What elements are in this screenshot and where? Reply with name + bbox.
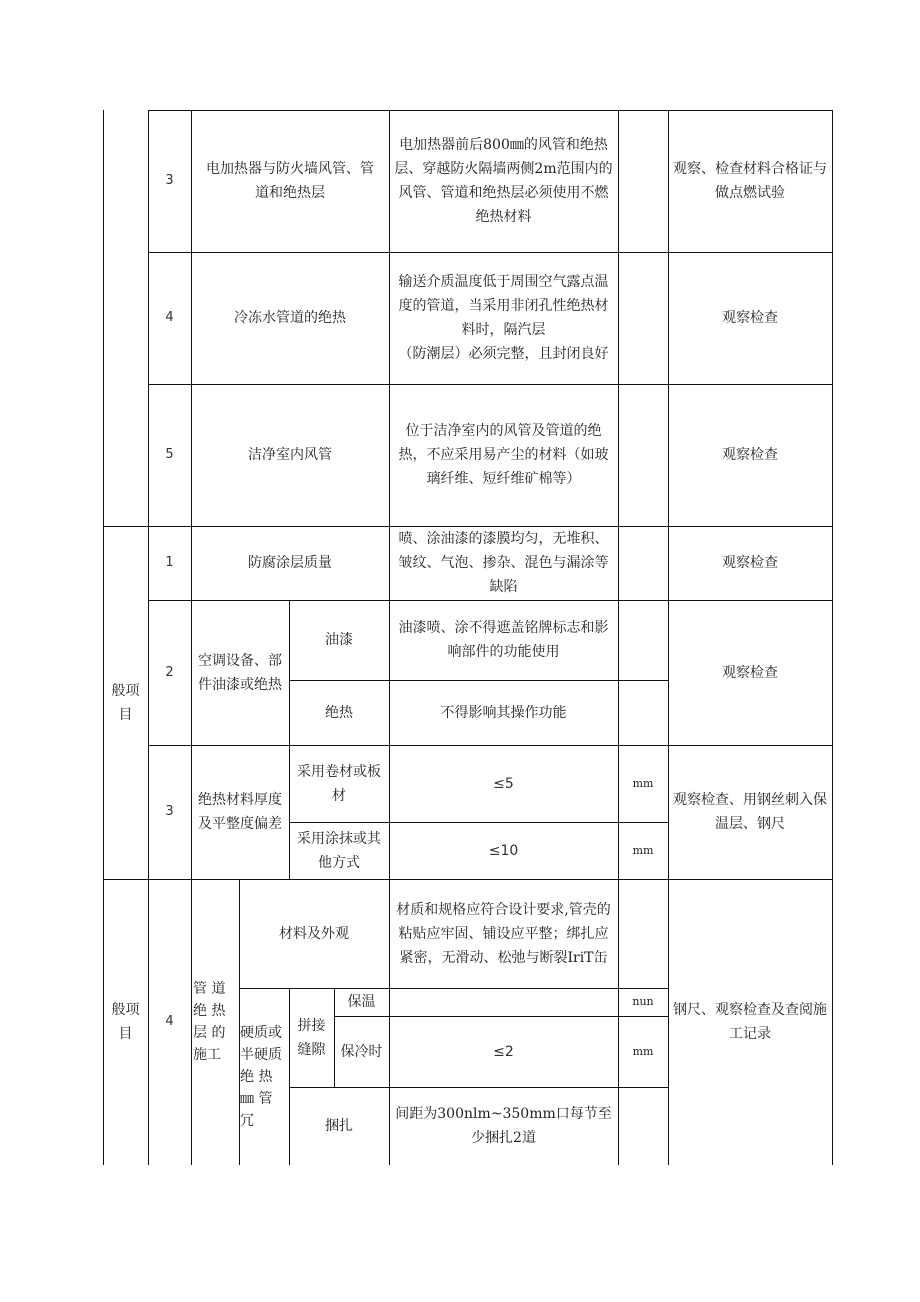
sub-item: 拼接 缝隙 (297, 1017, 326, 1058)
inspection-method: 观察检查 (722, 555, 778, 571)
requirement-text: 间距为300nlm~350mm口每节至少捆扎2道 (395, 1106, 612, 1146)
table-line (832, 110, 833, 1165)
row-number: 1 (165, 555, 174, 570)
unit-label: mm (632, 1044, 654, 1058)
sub-item: 采用卷材或板材 (297, 763, 381, 804)
unit-label: mm (632, 776, 654, 790)
tolerance-value: ≤2 (493, 1043, 514, 1060)
row-number: 3 (165, 173, 174, 188)
unit-label: mm (632, 843, 654, 857)
category-label: 般项 目 (111, 682, 140, 723)
inspection-method: 观察检查 (722, 664, 778, 681)
row-number: 4 (165, 310, 174, 325)
row-number: 4 (165, 1014, 174, 1029)
row-number: 3 (165, 804, 174, 819)
inspection-method: 观察检查 (722, 447, 778, 463)
item-name: 绝热材料厚度及平整度偏差 (198, 792, 282, 832)
inspection-method: 钢尺、观察检查及查阅施工记录 (673, 1002, 827, 1042)
requirement-text: 电加热器前后800㎜的风管和绝热层、穿越防火隔墙两侧2m范围内的风管、管道和绝热层必须使用不燃绝热材料 (394, 137, 613, 225)
item-name: 防腐涂层质量 (248, 555, 332, 571)
inspection-method: 观察检查、用钢丝刺入保温层、钢尺 (673, 792, 827, 832)
sub-item: 捆扎 (325, 1118, 353, 1134)
sub-item: 保冷时 (340, 1043, 383, 1060)
tolerance-value: ≤10 (488, 842, 519, 859)
item-name: 管 道 绝 热 层 的 施工 (193, 981, 226, 1063)
sub-item: 采用涂抹或其他方式 (297, 830, 381, 871)
inspection-method: 观察检查 (722, 310, 778, 326)
requirement-text: 喷、涂油漆的漆膜均匀，无堆积、皱纹、气泡、掺杂、混色与漏涂等缺陷 (398, 531, 609, 595)
item-name: 空调设备、部件油漆或绝热 (198, 652, 282, 693)
category-label: 般项 目 (111, 1002, 140, 1042)
requirement-text: 不得影响其操作功能 (440, 704, 567, 721)
inspection-method: 观察、检查材料合格证与做点燃试验 (673, 161, 827, 201)
sub-item: 绝热 (325, 704, 353, 721)
requirement-text: 位于洁净室内的风管及管道的绝热，不应采用易产尘的材料（如玻璃纤维、短纤维矿棉等） (398, 423, 609, 487)
sub-item: 硬质或 半硬质 绝 热 ㎜ 管 冗 (240, 1024, 282, 1129)
sub-item: 油漆 (325, 632, 353, 648)
sub-item: 材料及外观 (279, 925, 349, 942)
sub-item: 保温 (347, 994, 376, 1010)
unit-label: nun (632, 995, 654, 1008)
item-name: 电加热器与防火墙风管、管道和绝热层 (206, 161, 374, 201)
row-number: 5 (165, 447, 174, 462)
requirement-text: 油漆喷、涂不得遮盖铭牌标志和影响部件的功能使用 (398, 620, 609, 660)
item-name: 冷冻水管道的绝热 (234, 310, 346, 326)
row-number: 2 (165, 664, 174, 680)
requirement-text: 材质和规格应符合设计要求,管壳的粘贴应牢固、铺设应平整；绑扎应紧密，无滑动、松弛与断裂IriT缶 (396, 901, 611, 966)
tolerance-value: ≤5 (493, 775, 514, 792)
requirement-text: 输送介质温度低于周围空气露点温度的管道，当采用非闭孔性绝热材料时，隔汽层 （防潮层）必须完整，且封闭良好 (398, 274, 609, 362)
item-name: 洁净室内风管 (248, 447, 332, 463)
